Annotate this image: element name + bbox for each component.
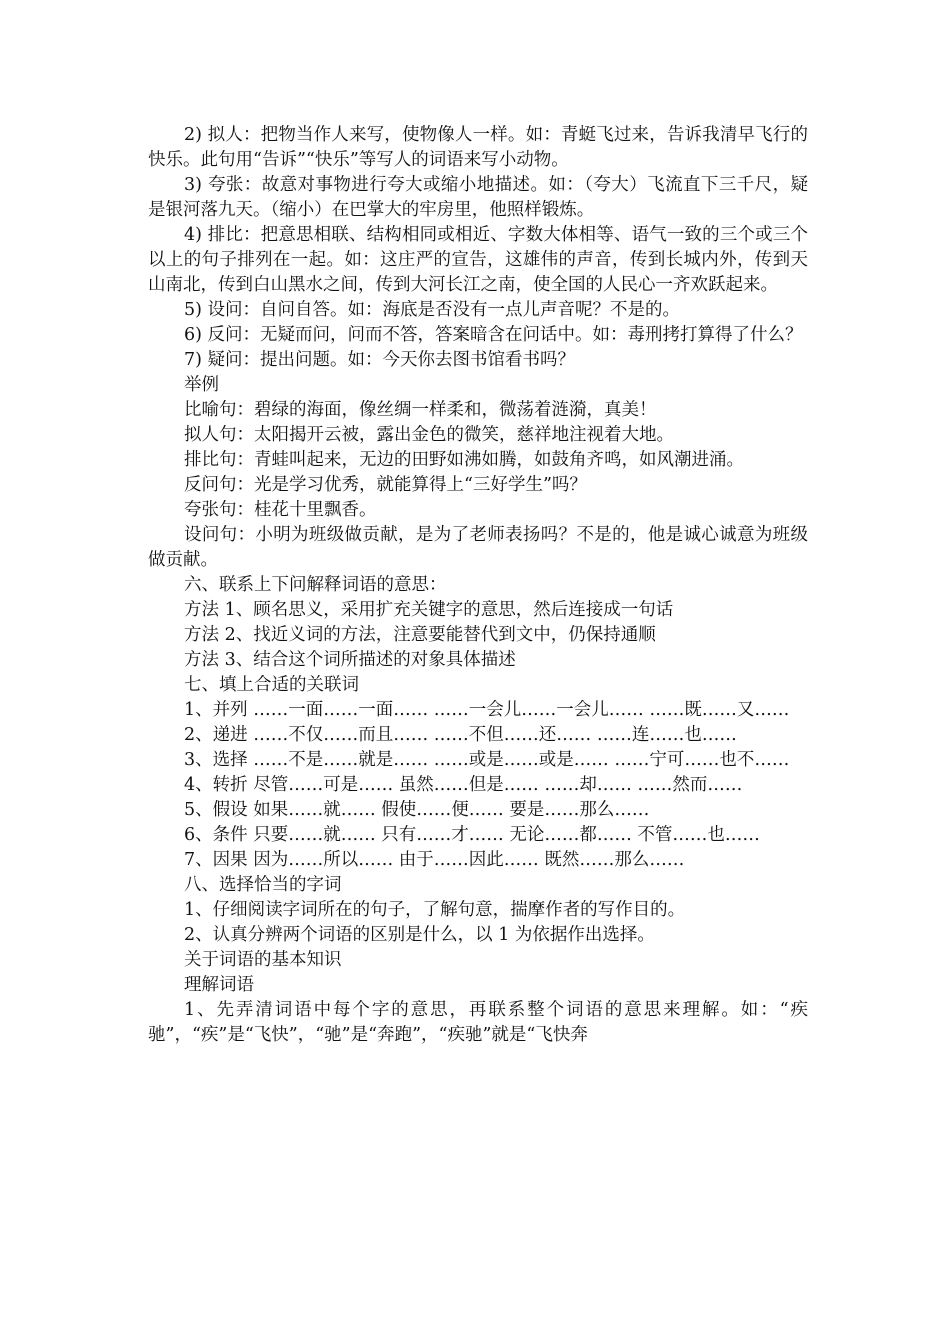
paragraph-personification: 2) 拟人：把物当作人来写，使物像人一样。如：青蜓飞过来，告诉我清早飞行的快乐。此句用“告诉”“快乐”等写人的词语来写小动物。: [148, 125, 808, 170]
conjunction-choice: 3、选择 ……不是……就是…… ……或是……或是…… ……宁可……也不……: [184, 750, 790, 770]
section-seven-heading: 七、填上合适的关联词: [184, 675, 359, 695]
example-self-question: 设问句：小明为班级做贡献，是为了老师表扬吗？不是的，他是诚心诚意为班级做贡献。: [148, 525, 808, 570]
paragraph-question: 7) 疑问：提出问题。如：今天你去图书馆看书吗？: [184, 350, 576, 370]
paragraph-rhetorical-self-question: 5) 设问：自问自答。如：海底是否没有一点儿声音呢？不是的。: [184, 300, 681, 320]
example-parallelism: 排比句：青蛙叫起来，无边的田野如沸如腾，如鼓角齐鸣，如风潮进涌。: [184, 450, 744, 470]
conjunction-adversative: 4、转折 尽管……可是…… 虽然……但是…… ……却…… ……然而……: [184, 775, 743, 795]
method-2: 方法 2、找近义词的方法，注意要能替代到文中，仍保持通顺: [184, 625, 656, 645]
paragraph-rhetorical-question: 6) 反问：无疑而问，问而不答，答案暗含在问话中。如：毒刑拷打算得了什么？: [184, 325, 803, 345]
conjunction-conditional: 6、条件 只要……就…… 只有……才…… 无论……都…… 不管……也……: [184, 825, 760, 845]
heading-examples: 举例: [184, 375, 219, 395]
example-personification: 拟人句：太阳揭开云被，露出金色的微笑，慈祥地注视着大地。: [184, 425, 674, 445]
paragraph-hyperbole: 3) 夸张：故意对事物进行夸大或缩小地描述。如：（夸大）飞流直下三千尺，疑是银河落九天。（缩小）在巴掌大的牢房里，他照样锻炼。: [148, 175, 808, 220]
example-rhetorical-question: 反问句：光是学习优秀，就能算得上“三好学生”吗？: [184, 475, 587, 495]
conjunction-coordinate: 1、并列 ……一面……一面…… ……一会儿……一会儿…… ……既……又……: [184, 700, 790, 720]
conjunction-progressive: 2、递进 ……不仅……而且…… ……不但……还…… ……连……也……: [184, 725, 737, 745]
heading-understanding-words: 理解词语: [184, 975, 254, 995]
conjunction-hypothetical: 5、假设 如果……就…… 假使……便…… 要是……那么……: [184, 800, 650, 820]
conjunction-causal: 7、因果 因为……所以…… 由于……因此…… 既然……那么……: [184, 850, 685, 870]
method-3: 方法 3、结合这个词所描述的对象具体描述: [184, 650, 516, 670]
understanding-step-1: 1、先弄清词语中每个字的意思，再联系整个词语的意思来理解。如：“疾驰”，“疾”是“飞快”，“驰”是“奔跑”，“疾驰”就是“飞快奔: [148, 1000, 808, 1045]
word-choice-step-2: 2、认真分辨两个词语的区别是什么，以 1 为依据作出选择。: [184, 925, 655, 945]
paragraph-parallelism: 4) 排比：把意思相联、结构相同或相近、字数大体相等、语气一致的三个或三个以上的句子排列在一起。如：这庄严的宣告，这雄伟的声音，传到长城内外，传到天山南北，传到白山黑水之间，传到大河长江之南，使全国的人民心一齐欢跃起来。: [148, 225, 808, 295]
heading-word-basics: 关于词语的基本知识: [184, 950, 342, 970]
example-simile: 比喻句：碧绿的海面，像丝绸一样柔和，微荡着涟漪，真美！: [184, 400, 657, 420]
document-body: [148, 123, 808, 1048]
section-eight-heading: 八、选择恰当的字词: [184, 875, 342, 895]
section-six-heading: 六、联系上下问解释词语的意思：: [184, 575, 447, 595]
example-hyperbole: 夸张句：桂花十里飘香。: [184, 500, 377, 520]
word-choice-step-1: 1、仔细阅读字词所在的句子，了解句意，揣摩作者的写作目的。: [184, 900, 686, 920]
method-1: 方法 1、顾名思义，采用扩充关键字的意思，然后连接成一句话: [184, 600, 674, 620]
